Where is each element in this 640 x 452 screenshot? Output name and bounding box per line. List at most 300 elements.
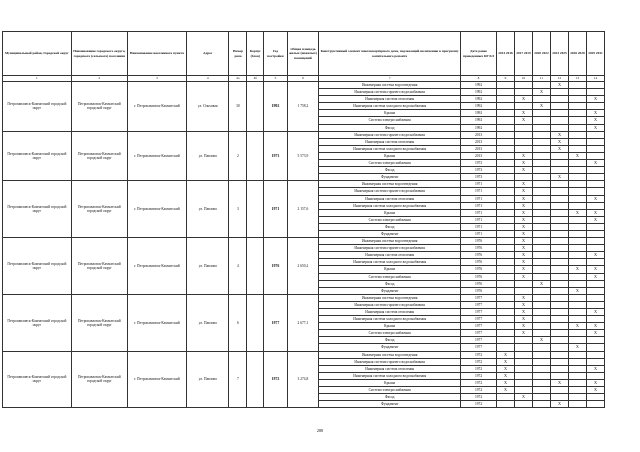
period-mark-cell (586, 138, 604, 145)
period-mark-cell (497, 209, 515, 216)
period-mark-cell: X (550, 138, 568, 145)
period-mark-cell (515, 124, 533, 131)
table-row (3, 82, 605, 89)
period-mark-cell: X (497, 351, 515, 358)
period-mark-cell (497, 401, 515, 408)
district-cell: Петропавловск-Камчатский городской округ (3, 181, 72, 238)
period-mark-cell (497, 138, 515, 145)
period-mark-cell (568, 103, 586, 110)
period-mark-cell: X (550, 145, 568, 152)
period-mark-cell: X (568, 209, 586, 216)
period-mark-cell: X (515, 160, 533, 167)
prior-repair-date-cell: 1971 (461, 223, 497, 230)
period-mark-cell (497, 124, 515, 131)
period-mark-cell (532, 181, 550, 188)
element-name-cell: Фундамент (319, 401, 461, 408)
period-mark-cell (497, 252, 515, 259)
period-mark-cell: X (568, 287, 586, 294)
period-mark-cell (532, 316, 550, 323)
period-mark-cell (550, 344, 568, 351)
period-mark-cell (497, 280, 515, 287)
element-name-cell: Система электроснабжения (319, 273, 461, 280)
period-mark-cell (532, 195, 550, 202)
prior-repair-date-cell: 1971 (461, 202, 497, 209)
prior-repair-date-cell: 1973 (461, 160, 497, 167)
locality-cell: г. Петропавловск-Камчатский (127, 294, 186, 351)
element-name-cell: Фундамент (319, 344, 461, 351)
period-mark-cell (532, 330, 550, 337)
period-mark-cell (586, 103, 604, 110)
period-mark-cell (586, 294, 604, 301)
address-cell: ул. Павлова (187, 351, 229, 408)
block-cell (247, 82, 264, 132)
build-year-cell: 1976 (264, 238, 287, 295)
period-mark-cell (532, 351, 550, 358)
period-mark-cell (550, 330, 568, 337)
house-number-cell: 7 (229, 351, 247, 408)
period-mark-cell (497, 230, 515, 237)
period-mark-cell (568, 330, 586, 337)
period-mark-cell (568, 96, 586, 103)
period-mark-cell (532, 394, 550, 401)
period-mark-cell (550, 238, 568, 245)
period-mark-cell (497, 145, 515, 152)
build-year-cell: 1992 (264, 82, 287, 132)
prior-repair-date-cell: 1977 (461, 330, 497, 337)
period-mark-cell: X (515, 266, 533, 273)
period-mark-cell (550, 152, 568, 159)
period-mark-cell: X (515, 323, 533, 330)
block-cell (247, 181, 264, 238)
prior-repair-date-cell: 1971 (461, 209, 497, 216)
period-mark-cell (550, 266, 568, 273)
prior-repair-date-cell: 1972 (461, 365, 497, 372)
period-mark-cell: X (497, 387, 515, 394)
period-mark-cell (497, 273, 515, 280)
prior-repair-date-cell: 1977 (461, 344, 497, 351)
period-mark-cell (550, 351, 568, 358)
period-mark-cell: X (515, 309, 533, 316)
prior-repair-date-cell: 1992 (461, 103, 497, 110)
period-mark-cell (550, 252, 568, 259)
col-number: 4а (229, 76, 247, 82)
period-mark-cell (586, 316, 604, 323)
build-year-cell: 1973 (264, 131, 287, 181)
period-mark-cell (586, 131, 604, 138)
period-mark-cell: X (515, 330, 533, 337)
prior-repair-date-cell: 1976 (461, 245, 497, 252)
col-number: 11 (532, 76, 550, 82)
prior-repair-date-cell: 1972 (461, 358, 497, 365)
period-mark-cell (568, 124, 586, 131)
period-mark-cell: X (532, 103, 550, 110)
period-mark-cell: X (515, 195, 533, 202)
period-mark-cell (568, 167, 586, 174)
period-mark-cell (532, 138, 550, 145)
area-cell: 1 758,2 (287, 82, 319, 132)
address-cell: ул. Павлова (187, 181, 229, 238)
element-name-cell: Система электроснабжения (319, 387, 461, 394)
period-mark-cell (532, 110, 550, 117)
element-name-cell: Инженерная система отопления (319, 252, 461, 259)
area-cell: 3 274,8 (287, 351, 319, 408)
element-name-cell: Фундамент (319, 230, 461, 237)
period-mark-cell (497, 160, 515, 167)
prior-repair-date-cell: 1971 (461, 195, 497, 202)
period-mark-cell (568, 174, 586, 181)
period-mark-cell (568, 365, 586, 372)
period-mark-cell (550, 309, 568, 316)
period-mark-cell (532, 96, 550, 103)
period-mark-cell (550, 301, 568, 308)
element-name-cell: Фасад (319, 223, 461, 230)
element-name-cell: Инженерная система горячего водоснабжения (319, 358, 461, 365)
district-cell: Петропавловск-Камчатский городской округ (3, 82, 72, 132)
period-mark-cell (550, 89, 568, 96)
period-mark-cell (568, 245, 586, 252)
element-name-cell: Инженерная система отопления (319, 195, 461, 202)
element-name-cell: Инженерная система горячего водоснабжения (319, 131, 461, 138)
period-mark-cell (497, 287, 515, 294)
prior-repair-date-cell: 1972 (461, 394, 497, 401)
prior-repair-date-cell: 1972 (461, 401, 497, 408)
period-mark-cell (550, 394, 568, 401)
period-mark-cell: X (586, 110, 604, 117)
element-name-cell: Инженерная система холодного водоснабжения (319, 202, 461, 209)
prior-repair-date-cell: 1973 (461, 167, 497, 174)
period-mark-cell (568, 372, 586, 379)
period-mark-cell (532, 230, 550, 237)
prior-repair-date-cell: 1971 (461, 188, 497, 195)
period-mark-cell (550, 195, 568, 202)
period-mark-cell (550, 280, 568, 287)
period-mark-cell: X (568, 344, 586, 351)
period-mark-cell (568, 316, 586, 323)
element-name-cell: Инженерная система отопления (319, 138, 461, 145)
period-mark-cell (515, 287, 533, 294)
period-mark-cell: X (586, 216, 604, 223)
period-mark-cell (568, 337, 586, 344)
prior-repair-date-cell: 1977 (461, 301, 497, 308)
period-mark-cell (532, 379, 550, 386)
element-name-cell: Система электроснабжения (319, 330, 461, 337)
period-mark-cell (568, 301, 586, 308)
period-mark-cell (532, 160, 550, 167)
period-mark-cell (586, 181, 604, 188)
address-cell: ул. Павлова (187, 131, 229, 181)
period-mark-cell: X (515, 316, 533, 323)
period-mark-cell (586, 238, 604, 245)
settlement-cell: Петропавловск-Камчатский городской округ (71, 294, 127, 351)
period-mark-cell: X (515, 216, 533, 223)
period-mark-cell (568, 294, 586, 301)
period-mark-cell: X (515, 152, 533, 159)
period-mark-cell (568, 145, 586, 152)
element-name-cell: Крыша (319, 266, 461, 273)
period-mark-cell: X (515, 294, 533, 301)
period-mark-cell: X (550, 131, 568, 138)
period-mark-cell (532, 273, 550, 280)
locality-cell: г. Петропавловск-Камчатский (127, 131, 186, 181)
address-cell: ул. Ольховая (187, 82, 229, 132)
period-mark-cell: X (532, 337, 550, 344)
period-mark-cell (550, 103, 568, 110)
period-mark-cell (532, 301, 550, 308)
prior-repair-date-cell: 1976 (461, 238, 497, 245)
col-header: Адрес (187, 32, 229, 76)
period-mark-cell: X (568, 323, 586, 330)
period-mark-cell (550, 259, 568, 266)
page-number: 288 (316, 428, 324, 433)
period-mark-cell (586, 259, 604, 266)
period-mark-cell (550, 245, 568, 252)
period-mark-cell (568, 223, 586, 230)
area-cell: 2 157,6 (287, 181, 319, 238)
element-name-cell: Фасад (319, 394, 461, 401)
prior-repair-date-cell: 1971 (461, 181, 497, 188)
build-year-cell: 1972 (264, 351, 287, 408)
period-mark-cell: X (497, 365, 515, 372)
period-mark-cell (586, 401, 604, 408)
period-mark-cell: X (550, 174, 568, 181)
prior-repair-date-cell: 1977 (461, 337, 497, 344)
period-mark-cell (497, 316, 515, 323)
period-mark-cell: X (532, 280, 550, 287)
element-name-cell: Крыша (319, 323, 461, 330)
period-mark-cell (568, 230, 586, 237)
element-name-cell: Фундамент (319, 287, 461, 294)
period-mark-cell (568, 117, 586, 124)
period-mark-cell: X (586, 379, 604, 386)
period-mark-cell: X (497, 372, 515, 379)
house-number-cell: 2 (229, 131, 247, 181)
period-mark-cell: X (515, 167, 533, 174)
period-mark-cell (515, 387, 533, 394)
table-row (3, 238, 605, 245)
period-mark-cell (497, 96, 515, 103)
period-mark-cell (497, 259, 515, 266)
period-mark-cell (586, 167, 604, 174)
period-mark-cell (586, 174, 604, 181)
period-mark-cell (586, 82, 604, 89)
table-row (3, 181, 605, 188)
period-mark-cell (568, 252, 586, 259)
period-mark-cell (586, 202, 604, 209)
prior-repair-date-cell: 1972 (461, 372, 497, 379)
period-mark-cell (497, 188, 515, 195)
period-mark-cell (568, 160, 586, 167)
period-mark-cell: X (586, 387, 604, 394)
period-mark-cell (532, 344, 550, 351)
col-header: 2014 2016 (497, 32, 515, 76)
build-year-cell: 1977 (264, 294, 287, 351)
element-name-cell: Крыша (319, 152, 461, 159)
col-header: Конструктивный элемент многоквартирного дома, подлежащий включению в программу капитального ремонта (319, 32, 461, 76)
period-mark-cell (532, 202, 550, 209)
period-mark-cell (497, 131, 515, 138)
period-mark-cell (550, 117, 568, 124)
period-mark-cell (497, 110, 515, 117)
period-mark-cell: X (515, 110, 533, 117)
col-header: Общая площадь жилых (нежилых) помещений (287, 32, 319, 76)
element-name-cell: Инженерная система горячего водоснабжения (319, 301, 461, 308)
element-name-cell: Инженерная система водоотведения (319, 294, 461, 301)
period-mark-cell (586, 152, 604, 159)
prior-repair-date-cell: 1977 (461, 309, 497, 316)
prior-repair-date-cell: 1976 (461, 287, 497, 294)
period-mark-cell (568, 273, 586, 280)
house-number-cell: 3 (229, 181, 247, 238)
period-mark-cell: X (568, 152, 586, 159)
period-mark-cell: X (515, 223, 533, 230)
element-name-cell: Инженерная система горячего водоснабжения (319, 188, 461, 195)
element-name-cell: Фасад (319, 124, 461, 131)
prior-repair-date-cell: 1992 (461, 82, 497, 89)
element-name-cell: Инженерная система отопления (319, 96, 461, 103)
period-mark-cell (497, 337, 515, 344)
block-cell (247, 351, 264, 408)
element-name-cell: Фасад (319, 337, 461, 344)
period-mark-cell: X (515, 245, 533, 252)
period-mark-cell (532, 117, 550, 124)
period-mark-cell (568, 401, 586, 408)
period-mark-cell (532, 266, 550, 273)
element-name-cell: Инженерная система водоотведения (319, 238, 461, 245)
period-mark-cell (497, 195, 515, 202)
element-name-cell: Инженерная система холодного водоснабжения (319, 259, 461, 266)
period-mark-cell (568, 309, 586, 316)
col-number: 14 (586, 76, 604, 82)
col-number: 1 (3, 76, 72, 82)
period-mark-cell: X (515, 238, 533, 245)
period-mark-cell (568, 358, 586, 365)
period-mark-cell: X (497, 379, 515, 386)
period-mark-cell: X (515, 273, 533, 280)
period-mark-cell (532, 131, 550, 138)
col-number: 4 (187, 76, 229, 82)
period-mark-cell (586, 223, 604, 230)
period-mark-cell (532, 287, 550, 294)
col-number: 3 (127, 76, 186, 82)
element-name-cell: Инженерная система водоотведения (319, 181, 461, 188)
period-mark-cell (515, 280, 533, 287)
period-mark-cell (550, 294, 568, 301)
period-mark-cell (568, 394, 586, 401)
period-mark-cell: X (586, 96, 604, 103)
col-header: 2026 2028 (568, 32, 586, 76)
period-mark-cell (497, 330, 515, 337)
period-mark-cell (532, 309, 550, 316)
period-mark-cell (515, 89, 533, 96)
period-mark-cell (550, 167, 568, 174)
prior-repair-date-cell: 2013 (461, 131, 497, 138)
col-number: 6 (287, 76, 319, 82)
period-mark-cell: X (550, 379, 568, 386)
prior-repair-date-cell: 2013 (461, 145, 497, 152)
period-mark-cell (550, 273, 568, 280)
period-mark-cell (568, 82, 586, 89)
period-mark-cell (532, 174, 550, 181)
period-mark-cell (568, 379, 586, 386)
period-mark-cell (550, 387, 568, 394)
period-mark-cell (550, 216, 568, 223)
period-mark-cell (586, 230, 604, 237)
period-mark-cell: X (515, 259, 533, 266)
period-mark-cell (497, 294, 515, 301)
period-mark-cell (586, 358, 604, 365)
period-mark-cell: X (586, 365, 604, 372)
period-mark-cell (550, 316, 568, 323)
period-mark-cell (532, 145, 550, 152)
district-cell: Петропавловск-Камчатский городской округ (3, 294, 72, 351)
address-cell: ул. Павлова (187, 294, 229, 351)
period-mark-cell (568, 387, 586, 394)
period-mark-cell (568, 138, 586, 145)
period-mark-cell: X (550, 401, 568, 408)
prior-repair-date-cell: 1976 (461, 280, 497, 287)
block-cell (247, 238, 264, 295)
period-mark-cell (497, 117, 515, 124)
period-mark-cell (586, 344, 604, 351)
period-mark-cell: X (586, 266, 604, 273)
col-header: 2017 2019 (515, 32, 533, 76)
area-cell: 5 573,9 (287, 131, 319, 181)
prior-repair-date-cell: 2013 (461, 152, 497, 159)
period-mark-cell (568, 181, 586, 188)
period-mark-cell (497, 223, 515, 230)
period-mark-cell (532, 252, 550, 259)
prior-repair-date-cell: 1992 (461, 117, 497, 124)
district-cell: Петропавловск-Камчатский городской округ (3, 351, 72, 408)
element-name-cell: Инженерная система холодного водоснабжения (319, 316, 461, 323)
element-name-cell: Инженерная система холодного водоснабжения (319, 145, 461, 152)
period-mark-cell (532, 167, 550, 174)
period-mark-cell (497, 245, 515, 252)
period-mark-cell (497, 103, 515, 110)
locality-cell: г. Петропавловск-Камчатский (127, 82, 186, 132)
period-mark-cell: X (515, 117, 533, 124)
prior-repair-date-cell: 1976 (461, 266, 497, 273)
prior-repair-date-cell: 1971 (461, 216, 497, 223)
prior-repair-date-cell: 1977 (461, 294, 497, 301)
table-row (3, 351, 605, 358)
period-mark-cell: X (586, 117, 604, 124)
district-cell: Петропавловск-Камчатский городской округ (3, 131, 72, 181)
period-mark-cell (568, 259, 586, 266)
period-mark-cell (497, 323, 515, 330)
period-mark-cell (515, 344, 533, 351)
prior-repair-date-cell: 1972 (461, 379, 497, 386)
period-mark-cell: X (515, 209, 533, 216)
period-mark-cell: X (497, 358, 515, 365)
period-mark-cell: X (515, 96, 533, 103)
period-mark-cell (586, 145, 604, 152)
prior-repair-date-cell: 2013 (461, 138, 497, 145)
period-mark-cell (515, 103, 533, 110)
element-name-cell: Инженерная система холодного водоснабжения (319, 103, 461, 110)
period-mark-cell (550, 202, 568, 209)
period-mark-cell: X (586, 309, 604, 316)
prior-repair-date-cell: 1992 (461, 89, 497, 96)
prior-repair-date-cell: 1976 (461, 273, 497, 280)
element-name-cell: Инженерная система водоотведения (319, 351, 461, 358)
period-mark-cell (532, 401, 550, 408)
locality-cell: г. Петропавловск-Камчатский (127, 351, 186, 408)
col-number: 7 (319, 76, 461, 82)
element-name-cell: Система электроснабжения (319, 216, 461, 223)
period-mark-cell (515, 174, 533, 181)
period-mark-cell (497, 238, 515, 245)
